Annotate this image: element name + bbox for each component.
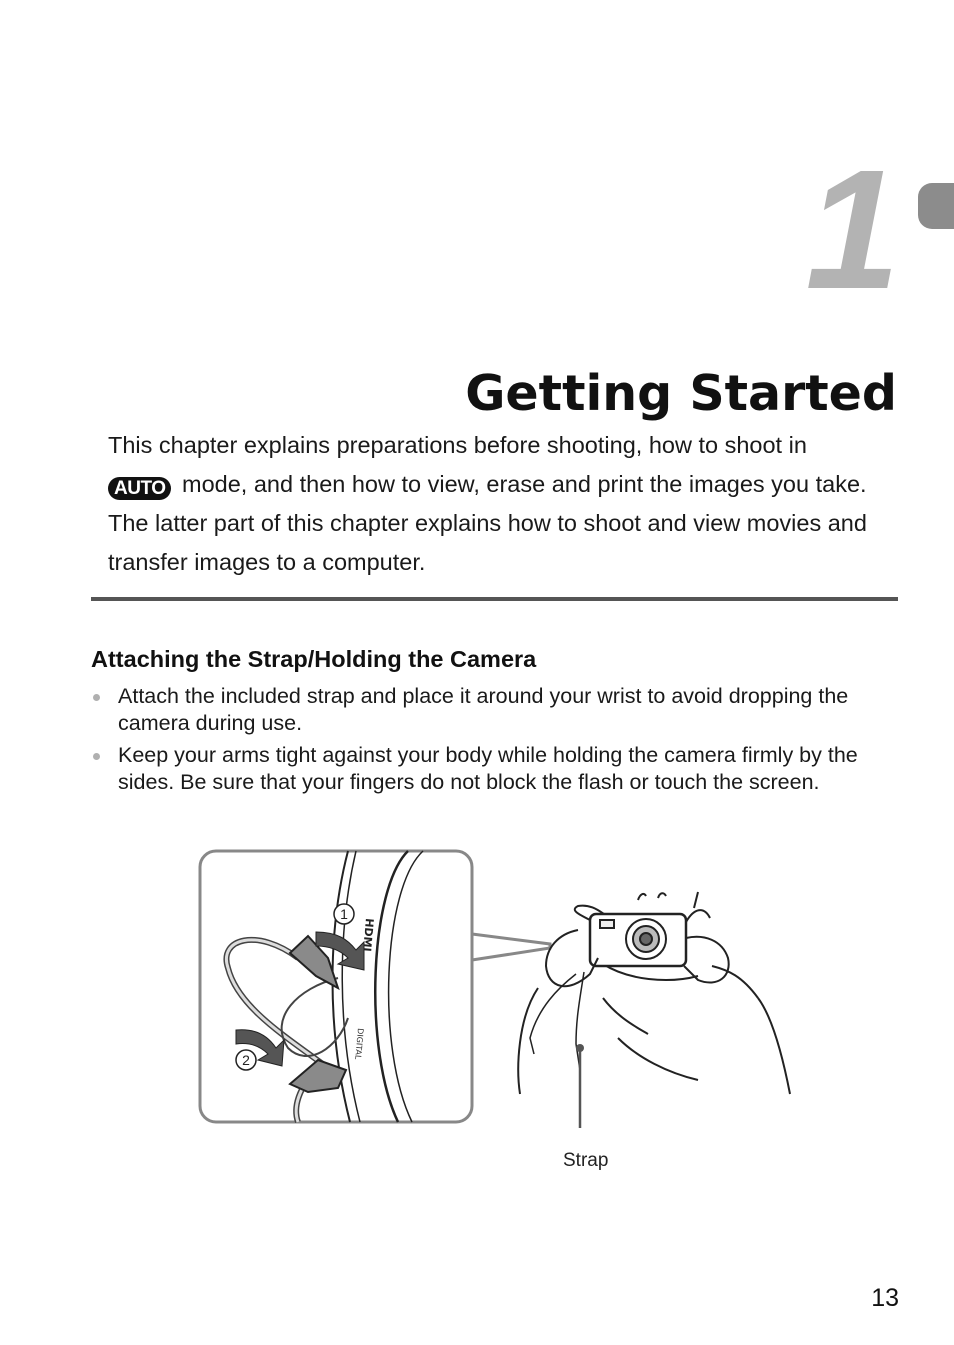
section-divider	[91, 597, 898, 601]
strap-pointer-dot	[576, 1044, 584, 1052]
page-number: 13	[871, 1284, 899, 1312]
step-2-number: 2	[242, 1052, 250, 1068]
chapter-title: Getting Started	[465, 365, 897, 422]
list-item	[91, 742, 901, 796]
strap-illustration	[198, 848, 798, 1128]
bullet-text: Attach the included strap and place it around your wrist to avoid dropping the camera during use.	[118, 684, 849, 735]
chapter-tab	[918, 183, 954, 229]
strap-label: Strap	[563, 1150, 609, 1171]
callout-connector	[472, 934, 550, 960]
strap-inset	[200, 851, 472, 1122]
camera-label-digital: DIGITAL	[353, 1027, 365, 1060]
bullet-list	[91, 683, 901, 801]
chapter-number: 1	[805, 135, 900, 325]
chapter-intro	[108, 426, 903, 582]
section-heading: Attaching the Strap/Holding the Camera	[91, 646, 537, 672]
step-1-number: 1	[340, 906, 348, 922]
bullet-icon	[93, 694, 100, 701]
bullet-icon	[93, 753, 100, 760]
intro-text-part2: mode, and then how to view, erase and print the images you take. The latter part of this chapter explains how to shoot and view movies and transfer images to a computer.	[108, 471, 867, 575]
camera-label-hdmi: HDMI	[360, 917, 376, 953]
intro-text-part1: This chapter explains preparations before shooting, how to shoot in	[108, 432, 807, 458]
bullet-text: Keep your arms tight against your body while holding the camera firmly by the sides. Be sure that your fingers do not block the flash or touch the screen.	[118, 743, 858, 794]
list-item	[91, 683, 901, 737]
auto-mode-icon: AUTO	[108, 477, 171, 500]
person-holding-camera	[518, 892, 790, 1094]
